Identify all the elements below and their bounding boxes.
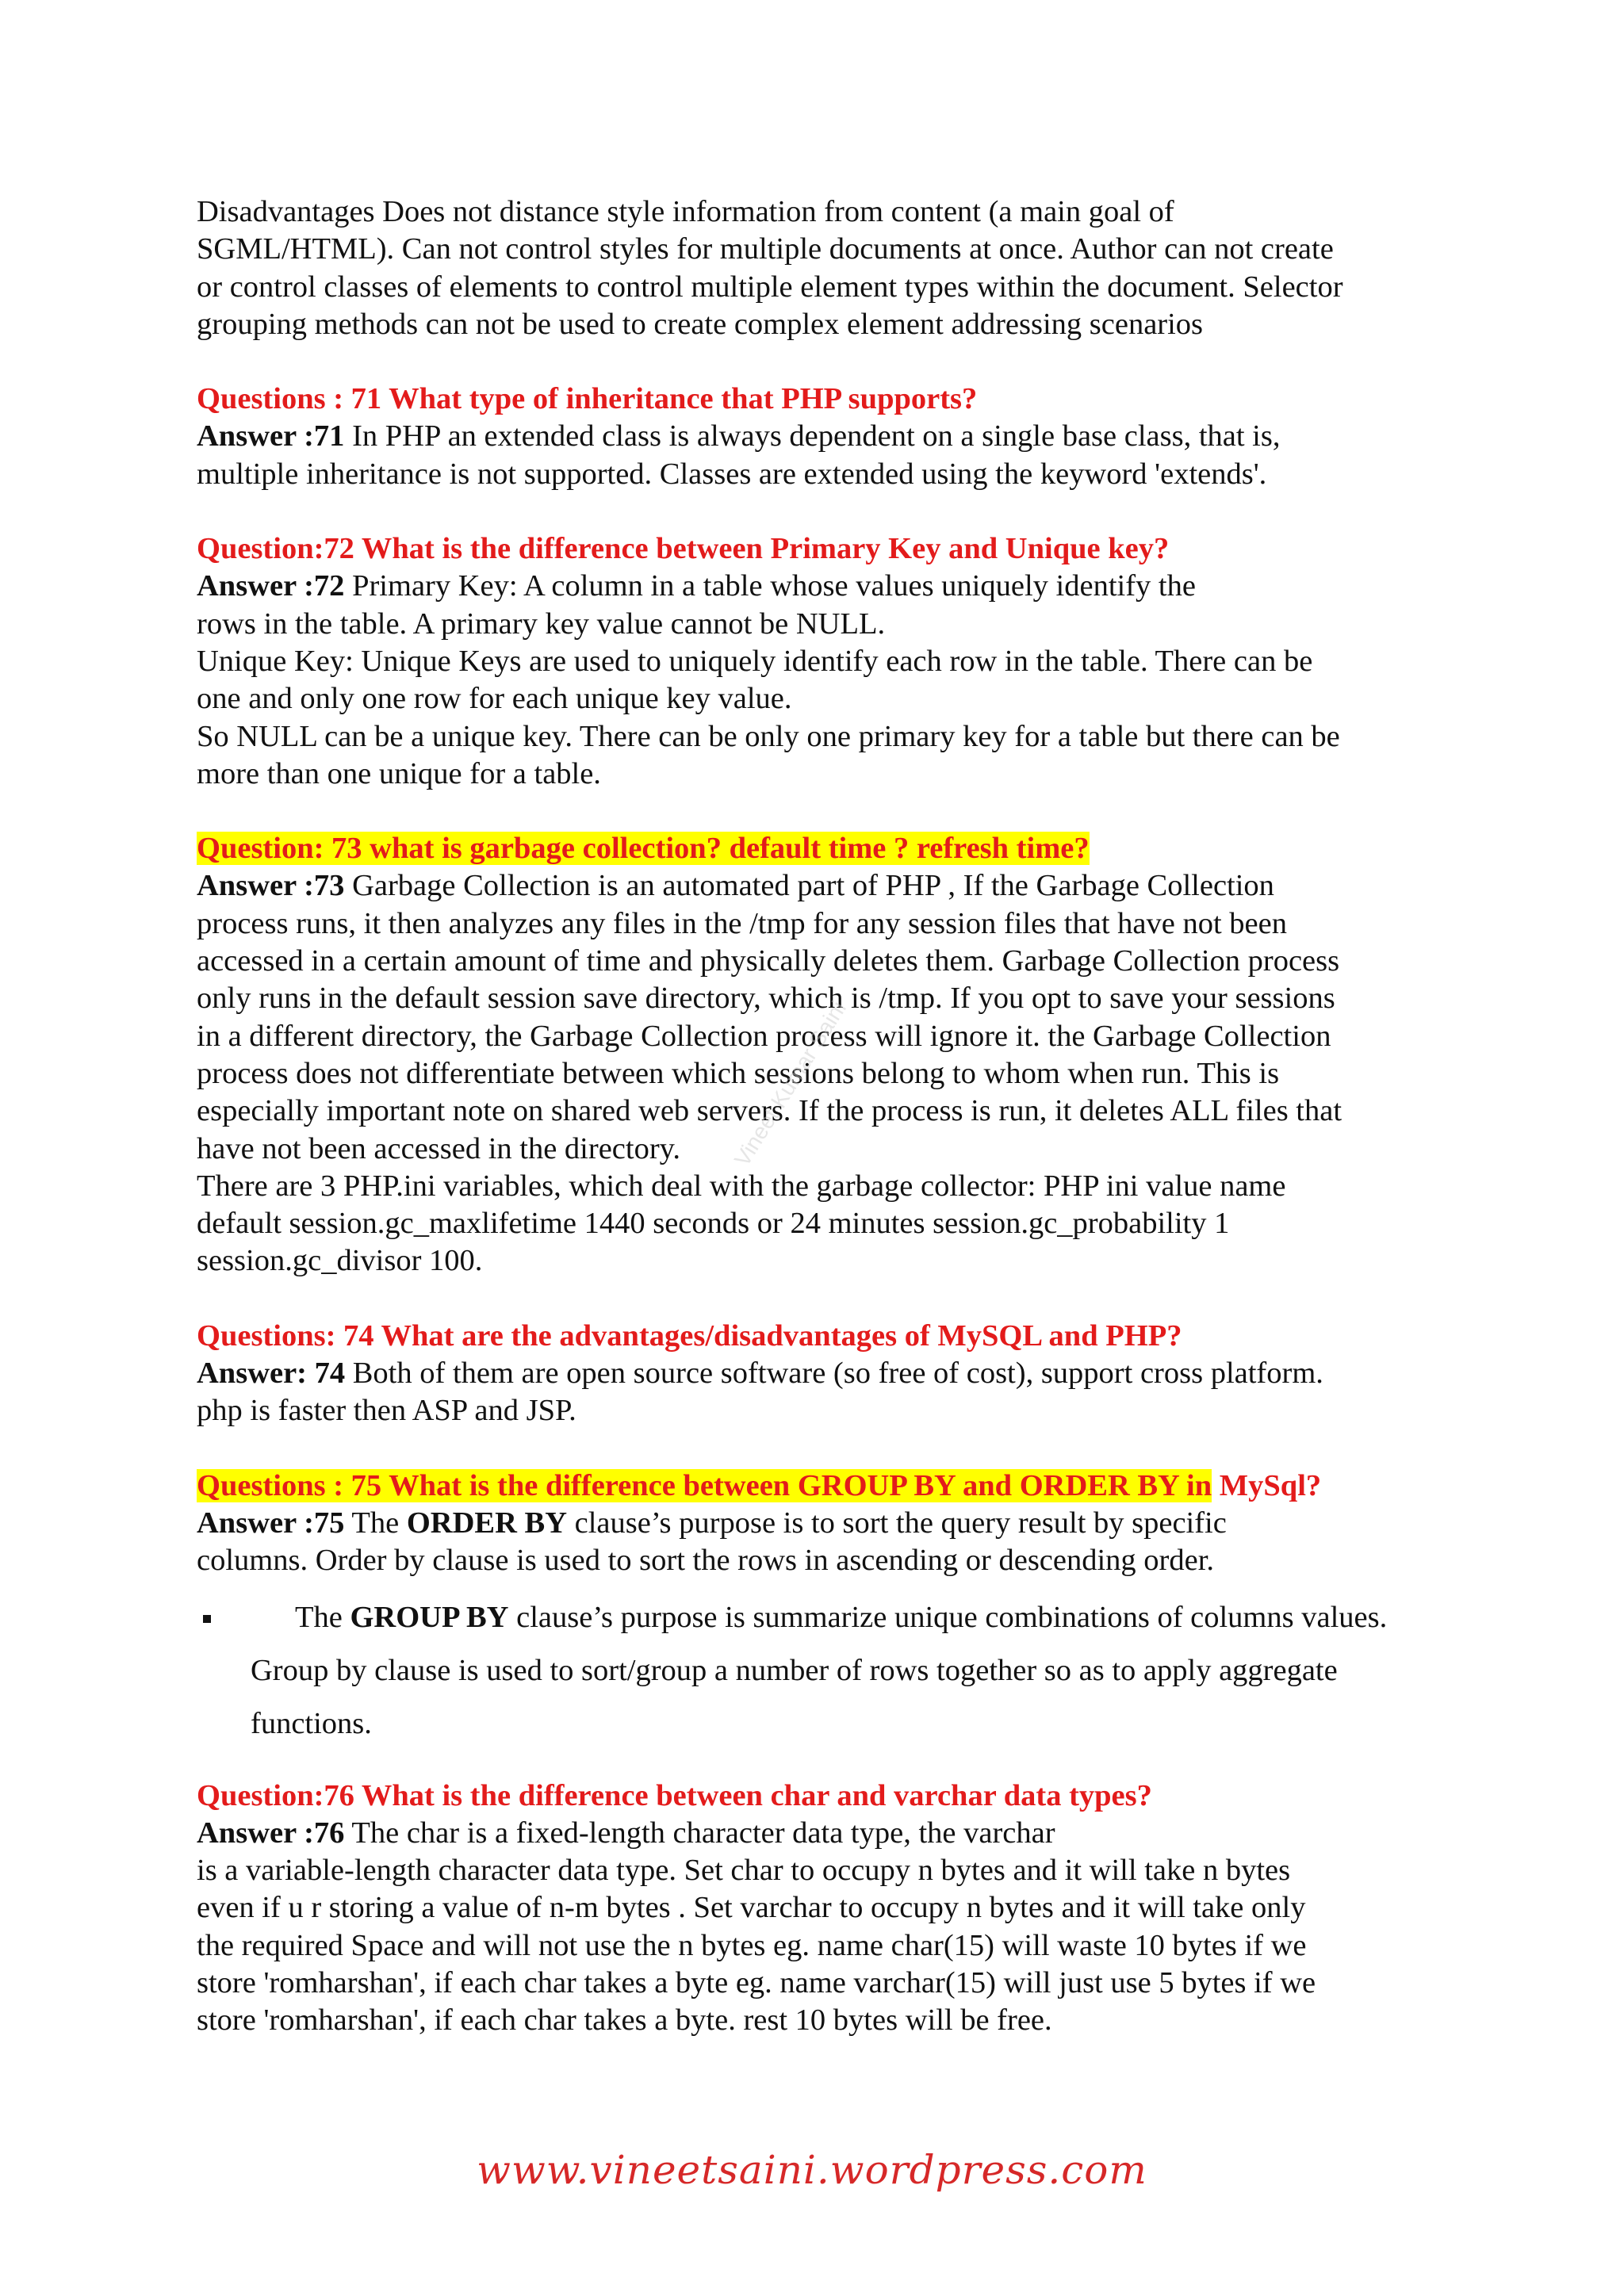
bullet-text: The GROUP BY clause’s purpose is summarize unique combinations of columns values. Group by clause is used to sort/group a number of rows together so as to apply aggregate functions. <box>251 1600 1388 1740</box>
question-75-heading: Questions : 75 What is the difference between GROUP BY and ORDER BY in MySql? <box>197 1468 1322 1502</box>
answer-74-label: Answer: 74 <box>197 1357 346 1391</box>
answer-73-line: session.gc_divisor 100. <box>197 1244 483 1278</box>
answer-75-line: columns. Order by clause is used to sort the rows in ascending or descending order. <box>197 1544 1215 1578</box>
document-page <box>197 193 1450 2040</box>
answer-73-line: There are 3 PHP.ini variables, which deal with the garbage collector: PHP ini value name <box>197 1169 1286 1203</box>
answer-72-line: So NULL can be a unique key. There can be only one primary key for a table but there can be <box>197 719 1340 753</box>
question-74-heading: Questions: 74 What are the advantages/disadvantages of MySQL and PHP? <box>197 1318 1182 1353</box>
answer-73-line: Answer :73 Garbage Collection is an automated part of PHP , If the Garbage Collection <box>197 869 1274 903</box>
answer-76-line: Answer :76 The char is a fixed-length character data type, the varchar <box>197 1816 1055 1850</box>
question-73-heading: Question: 73 what is garbage collection? default time ? refresh time? <box>197 832 1090 866</box>
square-bullet-icon <box>203 1615 211 1623</box>
answer-73-line: only runs in the default session save directory, which is /tmp. If you opt to save your sessions <box>197 982 1335 1016</box>
answer-73-line: have not been accessed in the directory. <box>197 1131 681 1165</box>
intro-line: grouping methods can not be used to create complex element addressing scenarios <box>197 307 1204 341</box>
answer-72-line: one and only one row for each unique key value. <box>197 682 792 716</box>
intro-line: Disadvantages Does not distance style information from content (a main goal of <box>197 195 1174 228</box>
answer-73-line: in a different directory, the Garbage Collection process will ignore it. the Garbage Collection <box>197 1019 1331 1053</box>
answer-76-line: store 'romharshan', if each char takes a byte. rest 10 bytes will be free. <box>197 2003 1052 2038</box>
answer-71-label: Answer :71 <box>197 419 345 453</box>
answer-74-line: php is faster then ASP and JSP. <box>197 1394 576 1428</box>
answer-71-line: multiple inheritance is not supported. Classes are extended using the keyword 'extends'. <box>197 457 1267 491</box>
question-71-heading: Questions : 71 What type of inheritance that PHP supports? <box>197 382 978 416</box>
intro-line: SGML/HTML). Can not control styles for multiple documents at once. Author can not create <box>197 232 1334 266</box>
answer-76-line: is a variable-length character data type. Set char to occupy n bytes and it will take n bytes <box>197 1854 1291 1888</box>
bullet-item <box>197 1591 1450 1751</box>
answer-73-line: accessed in a certain amount of time and physically deletes them. Garbage Collection process <box>197 944 1340 978</box>
answer-74-line: Answer: 74 Both of them are open source software (so free of cost), support cross platform. <box>197 1357 1323 1391</box>
answer-76-line: the required Space and will not use the n bytes eg. name char(15) will waste 10 bytes if we <box>197 1928 1307 1962</box>
answer-72-line: Answer :72 Primary Key: A column in a table whose values uniquely identify the <box>197 569 1196 603</box>
intro-line: or control classes of elements to control multiple element types within the document. Selector <box>197 270 1343 304</box>
answer-76-line: even if u r storing a value of n-m bytes . Set varchar to occupy n bytes and it will take only <box>197 1891 1306 1925</box>
answer-76-label: Answer :76 <box>197 1816 345 1850</box>
answer-71-line: Answer :71 In PHP an extended class is always dependent on a single base class, that is, <box>197 419 1281 453</box>
answer-73-line: process runs, it then analyzes any files in the /tmp for any session files that have not been <box>197 906 1287 940</box>
answer-72-line: rows in the table. A primary key value cannot be NULL. <box>197 607 886 641</box>
answer-73-line: default session.gc_maxlifetime 1440 seconds or 24 minutes session.gc_probability 1 <box>197 1207 1230 1241</box>
question-72-heading: Question:72 What is the difference between Primary Key and Unique key? <box>197 532 1170 566</box>
watermark: Vineet Kumar Saini <box>730 997 852 1171</box>
answer-75-line: Answer :75 The ORDER BY clause’s purpose is to sort the query result by specific <box>197 1506 1227 1540</box>
answer-73-line: especially important note on shared web servers. If the process is run, it deletes ALL files that <box>197 1094 1342 1128</box>
answer-75-label: Answer :75 <box>197 1506 345 1540</box>
answer-72-label: Answer :72 <box>197 569 345 603</box>
question-76-heading: Question:76 What is the difference between char and varchar data types? <box>197 1778 1152 1812</box>
footer-website-url[interactable]: www.vineetsaini.wordpress.com <box>477 2147 1147 2193</box>
answer-72-line: Unique Key: Unique Keys are used to uniquely identify each row in the table. There can be <box>197 644 1313 678</box>
answer-72-line: more than one unique for a table. <box>197 756 601 790</box>
answer-73-label: Answer :73 <box>197 869 345 903</box>
answer-73-line: process does not differentiate between which sessions belong to whom when run. This is <box>197 1056 1280 1090</box>
answer-76-line: store 'romharshan', if each char takes a byte eg. name varchar(15) will just use 5 bytes if we <box>197 1965 1316 1999</box>
